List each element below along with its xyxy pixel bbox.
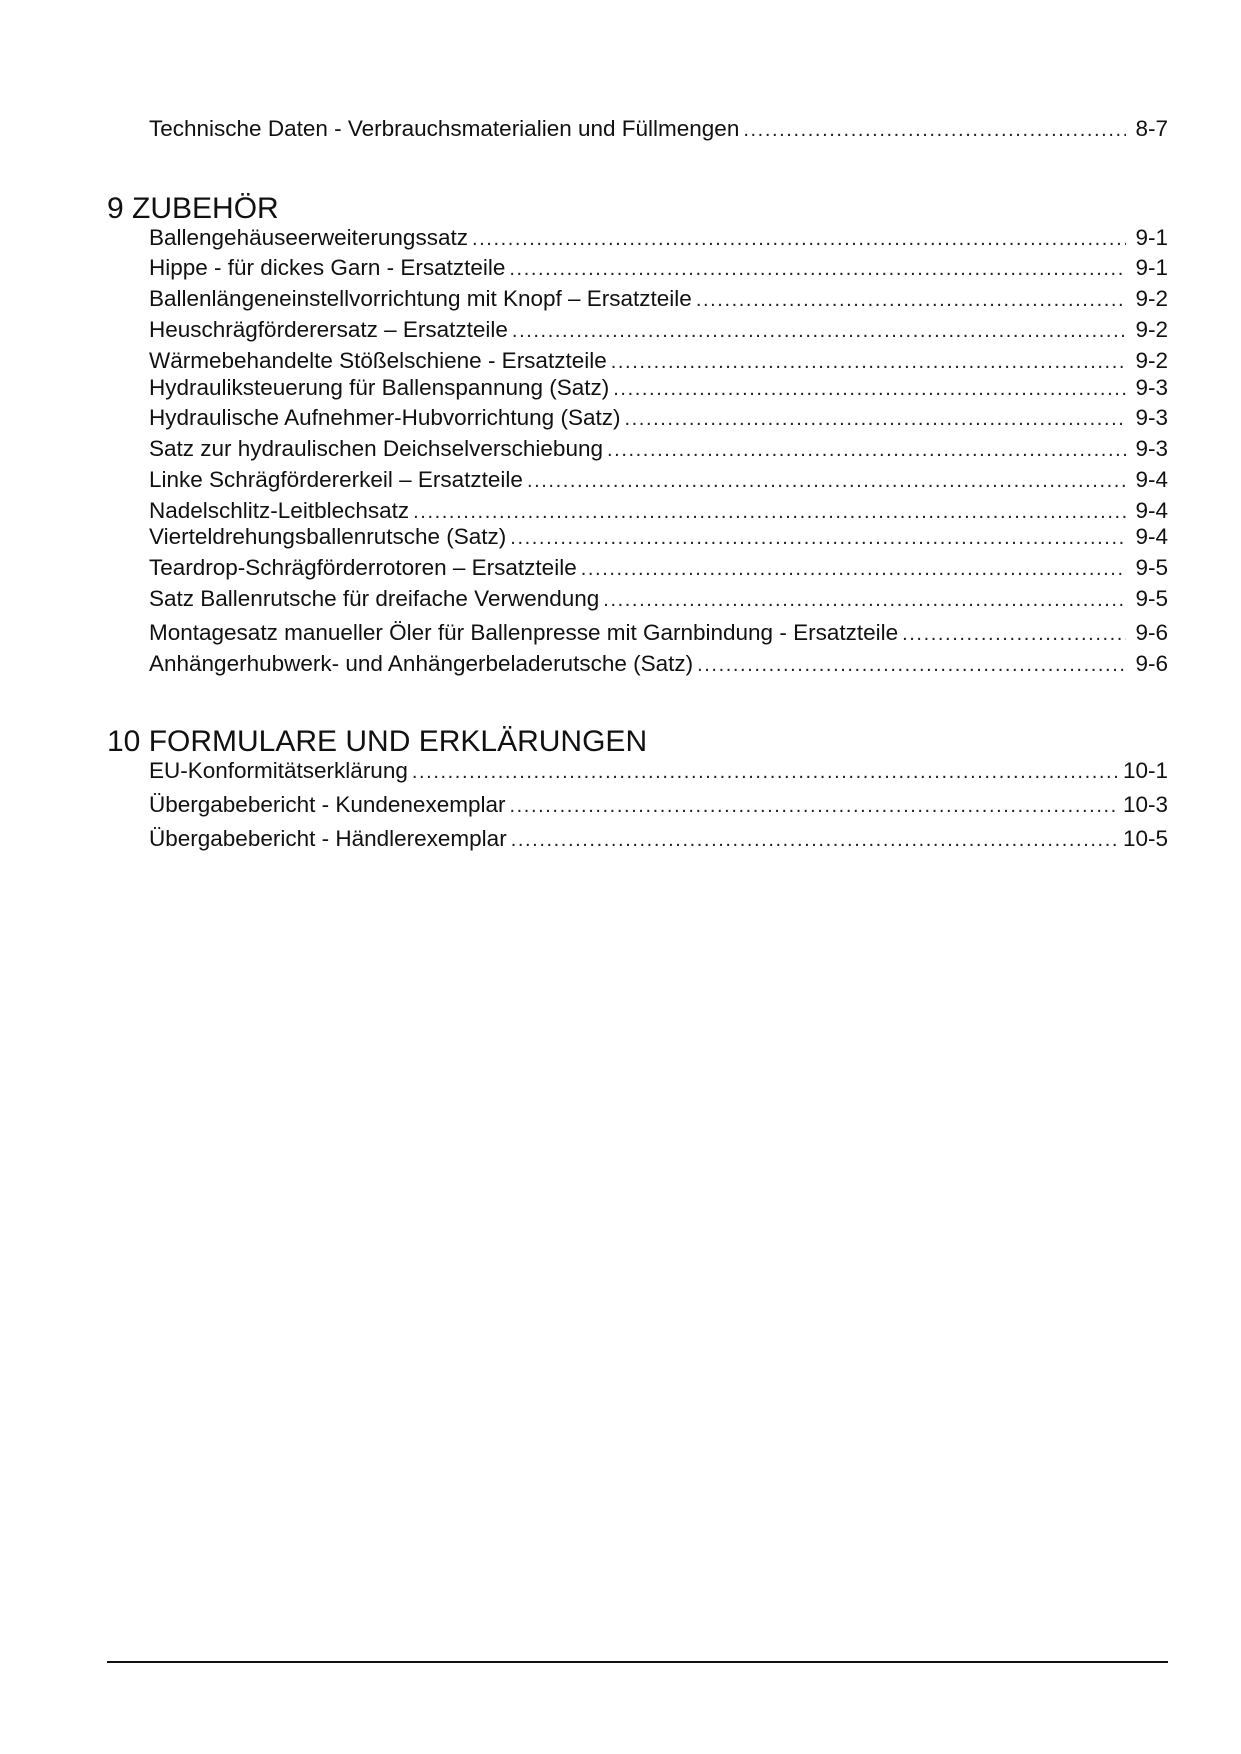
toc-entry-label: Vierteldrehungsballenrutsche (Satz) [149, 524, 507, 549]
toc-entry-technische-daten[interactable] [149, 114, 1168, 144]
toc-dot-leader [509, 254, 1126, 284]
toc-entry[interactable] [149, 434, 1168, 464]
toc-entry-label: Linke Schrägfördererkeil – Ersatzteile [149, 467, 523, 492]
toc-entry[interactable] [149, 284, 1168, 314]
toc-dot-leader [581, 554, 1126, 584]
toc-entry[interactable] [149, 756, 1168, 786]
toc-entry-page: 9-5 [1135, 555, 1168, 580]
toc-entry[interactable] [149, 373, 1168, 403]
toc-dot-leader [527, 466, 1126, 496]
section-heading-9: 9 ZUBEHÖR [107, 192, 279, 225]
toc-entry[interactable] [149, 465, 1168, 495]
toc-entry-page: 9-1 [1135, 225, 1168, 250]
toc-entry-page: 9-6 [1135, 620, 1168, 645]
toc-dot-leader [512, 316, 1126, 346]
section-heading-10: 10 FORMULARE UND ERKLÄRUNGEN [107, 725, 648, 758]
toc-entry-page: 9-4 [1135, 524, 1168, 549]
toc-entry-label: Montagesatz manueller Öler für Ballenpresse mit Garnbindung - Ersatzteile [149, 620, 899, 645]
toc-dot-leader [696, 285, 1126, 315]
toc-entry-page: 9-3 [1135, 405, 1168, 430]
toc-entry-label: Satz zur hydraulischen Deichselverschiebung [149, 436, 603, 461]
toc-dot-leader [472, 224, 1126, 254]
toc-entry-label: Hydrauliksteuerung für Ballenspannung (Satz) [149, 375, 610, 400]
toc-entry-page: 9-6 [1135, 651, 1168, 676]
toc-entry-page: 10-5 [1122, 826, 1168, 851]
toc-entry-label: Wärmebehandelte Stößelschiene - Ersatzteile [149, 348, 607, 373]
toc-entry-label: Übergabebericht - Kundenexemplar [149, 792, 506, 817]
toc-dot-leader [509, 791, 1116, 821]
toc-entry[interactable] [149, 403, 1168, 433]
toc-entry-page: 9-1 [1135, 255, 1168, 280]
toc-entry[interactable] [149, 315, 1168, 345]
toc-entry[interactable] [149, 584, 1168, 614]
toc-entry-page: 9-2 [1135, 348, 1168, 373]
toc-entry[interactable] [149, 824, 1168, 854]
toc-entry-page: 9-2 [1135, 317, 1168, 342]
toc-entry-label: Hippe - für dickes Garn - Ersatzteile [149, 255, 506, 280]
toc-entry[interactable] [149, 253, 1168, 283]
toc-entry-label: Anhängerhubwerk- und Anhängerbeladerutsche (Satz) [149, 651, 694, 676]
toc-dot-leader [607, 435, 1126, 465]
toc-dot-leader [697, 650, 1126, 680]
toc-entry-label: Satz Ballenrutsche für dreifache Verwendung [149, 586, 600, 611]
toc-dot-leader [511, 825, 1117, 855]
toc-entry[interactable] [149, 522, 1168, 552]
toc-entry-label: EU-Konformitätserklärung [149, 758, 408, 783]
footer-divider [107, 1661, 1168, 1663]
toc-dot-leader [624, 404, 1126, 434]
toc-entry-page: 9-5 [1135, 586, 1168, 611]
toc-entry-page: 9-3 [1135, 375, 1168, 400]
toc-entry-page: 9-3 [1135, 436, 1168, 461]
toc-dot-leader [613, 374, 1126, 404]
toc-entry-label: Übergabebericht - Händlerexemplar [149, 826, 507, 851]
toc-entry-label: Ballengehäuseerweiterungssatz [149, 225, 468, 250]
toc-dot-leader [510, 523, 1126, 553]
toc-entry-page: 10-1 [1122, 758, 1168, 783]
toc-entry-page: 10-3 [1122, 792, 1168, 817]
toc-dot-leader [603, 585, 1126, 615]
toc-entry-label: Hydraulische Aufnehmer-Hubvorrichtung (Satz) [149, 405, 621, 430]
toc-dot-leader [743, 115, 1126, 145]
toc-dot-leader [412, 757, 1117, 787]
toc-entry-page: 9-4 [1135, 498, 1168, 523]
toc-entry-label: Ballenlängeneinstellvorrichtung mit Knopf – Ersatzteile [149, 286, 692, 311]
toc-entry-label: Teardrop-Schrägförderrotoren – Ersatzteile [149, 555, 577, 580]
toc-dot-leader [902, 619, 1126, 649]
toc-entry[interactable] [149, 790, 1168, 820]
toc-entry-label: Heuschrägförderersatz – Ersatzteile [149, 317, 508, 342]
toc-entry[interactable] [149, 553, 1168, 583]
toc-entry-label: Technische Daten - Verbrauchsmaterialien und Füllmengen [149, 116, 740, 141]
toc-entry[interactable] [149, 223, 1168, 253]
toc-entry-label: Nadelschlitz-Leitblechsatz [149, 498, 410, 523]
toc-entry-page: 9-4 [1135, 467, 1168, 492]
toc-entry-page: 8-7 [1135, 116, 1168, 141]
toc-entry[interactable] [149, 618, 1168, 648]
toc-entry[interactable] [149, 649, 1168, 679]
toc-entry[interactable] [149, 346, 1168, 376]
toc-entry-page: 9-2 [1135, 286, 1168, 311]
